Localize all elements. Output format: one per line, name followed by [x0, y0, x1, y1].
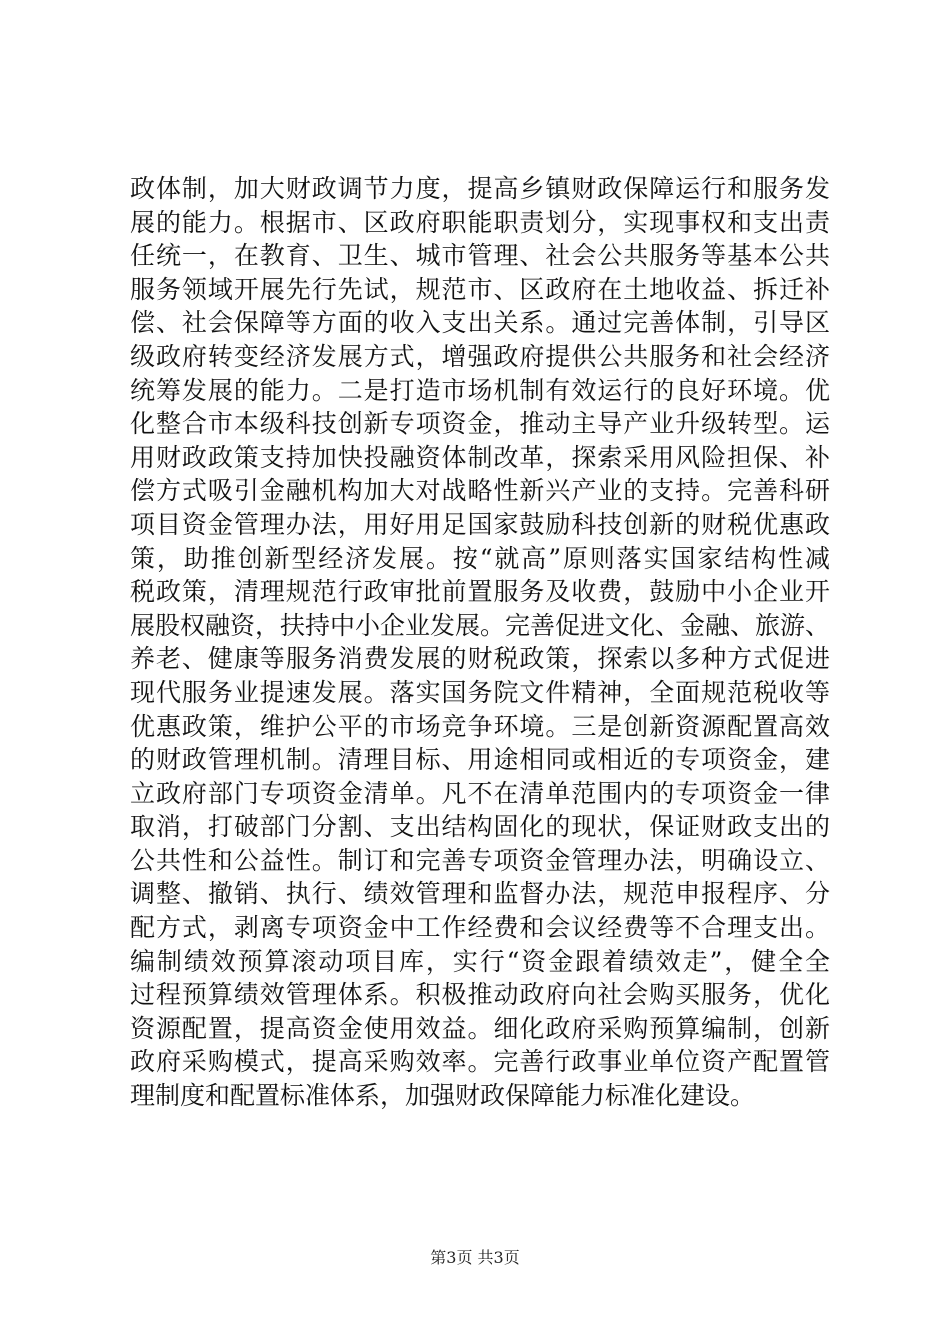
text-line: 养老、健康等服务消费发展的财税政策，探索以多种方式促进 [130, 644, 830, 674]
text-line: 政体制，加大财政调节力度，提高乡镇财政保障运行和服务发 [130, 174, 830, 203]
text-line: 策，助推创新型经济发展。按“就高”原则落实国家结构性减 [130, 543, 830, 573]
text-line: 任统一，在教育、卫生、城市管理、社会公共服务等基本公共 [130, 241, 830, 271]
page-footer [0, 1245, 950, 1268]
body-text [130, 172, 830, 1113]
text-line: 立政府部门专项资金清单。凡不在清单范围内的专项资金一律 [130, 778, 830, 808]
text-line: 化整合市本级科技创新专项资金，推动主导产业升级转型。运 [130, 409, 830, 439]
text-line: 服务领域开展先行先试，规范市、区政府在土地收益、拆迁补 [130, 274, 830, 304]
text-line: 现代服务业提速发展。落实国务院文件精神，全面规范税收等 [130, 677, 830, 707]
text-line: 偿方式吸引金融机构加大对战略性新兴产业的支持。完善科研 [130, 476, 830, 506]
text-line: 编制绩效预算滚动项目库，实行“资金跟着绩效走”，健全全 [130, 946, 830, 976]
text-line: 调整、撤销、执行、绩效管理和监督办法，规范申报程序、分 [130, 879, 830, 909]
text-line: 公共性和公益性。制订和完善专项资金管理办法，明确设立、 [130, 845, 830, 875]
text-line: 配方式，剥离专项资金中工作经费和会议经费等不合理支出。 [130, 913, 830, 943]
text-line: 展股权融资，扶持中小企业发展。完善促进文化、金融、旅游、 [130, 610, 831, 640]
text-line: 资源配置，提高资金使用效益。细化政府采购预算编制，创新 [130, 1013, 830, 1043]
text-line: 项目资金管理办法，用好用足国家鼓励科技创新的财税优惠政 [130, 509, 830, 539]
text-line: 用财政政策支持加快投融资体制改革，探索采用风险担保、补 [130, 442, 830, 472]
text-line: 理制度和配置标准体系，加强财政保障能力标准化建设。 [130, 1081, 756, 1111]
page-number-label: 第3页 共3页 [430, 1248, 520, 1267]
text-line: 取消，打破部门分割、支出结构固化的现状，保证财政支出的 [130, 812, 830, 842]
text-line: 优惠政策，维护公平的市场竞争环境。三是创新资源配置高效 [130, 711, 830, 741]
text-line: 过程预算绩效管理体系。积极推动政府向社会购买服务，优化 [130, 980, 830, 1010]
text-line: 展的能力。根据市、区政府职能职责划分，实现事权和支出责 [130, 207, 830, 237]
text-line: 统筹发展的能力。二是打造市场机制有效运行的良好环境。优 [130, 375, 830, 405]
text-line: 政府采购模式，提高采购效率。完善行政事业单位资产配置管 [130, 1047, 830, 1077]
text-line: 偿、社会保障等方面的收入支出关系。通过完善体制，引导区 [130, 308, 830, 338]
text-line: 的财政管理机制。清理目标、用途相同或相近的专项资金，建 [130, 745, 830, 775]
text-line: 税政策，清理规范行政审批前置服务及收费，鼓励中小企业开 [130, 577, 830, 607]
text-line: 级政府转变经济发展方式，增强政府提供公共服务和社会经济 [130, 341, 830, 371]
